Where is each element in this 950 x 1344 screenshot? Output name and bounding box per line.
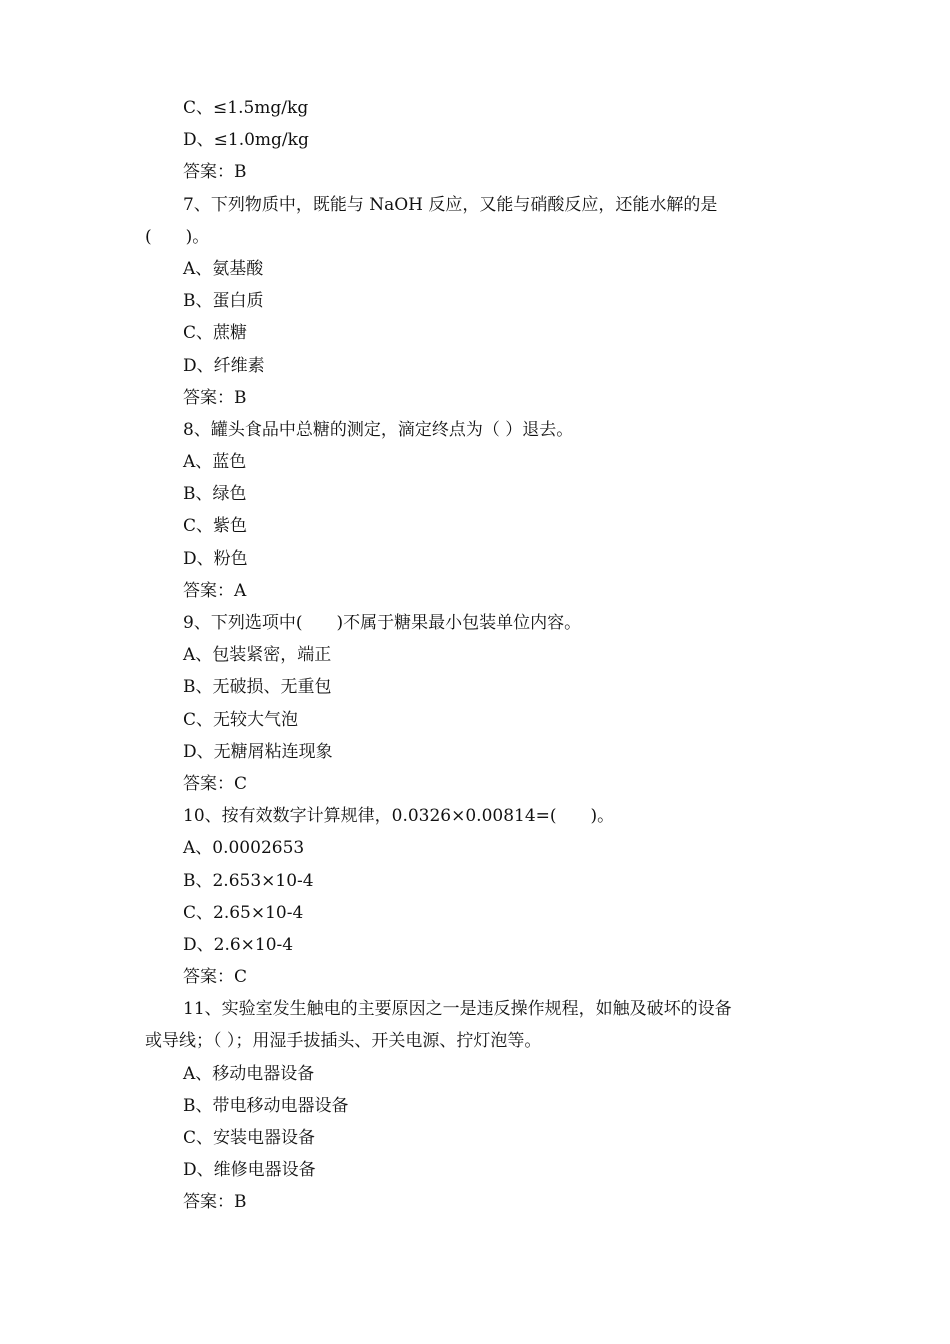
- option-c: C、蔗糖: [183, 323, 248, 344]
- question-7-text: 7、下列物质中，既能与 NaOH 反应，又能与硝酸反应，还能水解的是: [183, 194, 718, 215]
- question-11-text-continued: 或导线；（ ）；用湿手拔插头、开关电源、拧灯泡等。: [145, 1031, 542, 1052]
- option-c: C、安装电器设备: [183, 1128, 316, 1148]
- question-9-text: 9、下列选项中( )不属于糖果最小包装单位内容。: [183, 613, 582, 633]
- option-a: A、蓝色: [183, 452, 247, 473]
- option-b: B、带电移动电器设备: [183, 1095, 349, 1116]
- answer: 答案：B: [183, 162, 247, 183]
- option-b: B、蛋白质: [183, 291, 264, 312]
- option-c: C、2.65×10-4: [183, 902, 304, 923]
- option-d: D、维修电器设备: [183, 1160, 316, 1181]
- option-a: A、移动电器设备: [183, 1063, 315, 1084]
- option-a: A、0.0002653: [183, 838, 305, 859]
- option-a: A、包装紧密，端正: [183, 645, 332, 666]
- option-b: B、绿色: [183, 484, 247, 505]
- option-c: C、无较大气泡: [183, 709, 299, 730]
- option-d: D、2.6×10-4: [183, 934, 294, 955]
- answer: 答案：B: [183, 1192, 247, 1213]
- question-10-text: 10、按有效数字计算规律，0.0326×0.00814=( )。: [183, 806, 615, 827]
- option-c: C、紫色: [183, 516, 248, 537]
- option-b: B、2.653×10-4: [183, 870, 314, 891]
- option-d: D、粉色: [183, 548, 248, 569]
- answer: 答案：B: [183, 387, 247, 408]
- question-7-text-continued: ( )。: [145, 226, 210, 247]
- answer: 答案：C: [183, 967, 248, 988]
- option-b: B、无破损、无重包: [183, 677, 332, 698]
- option-d: D、纤维素: [183, 355, 265, 376]
- option-a: A、氨基酸: [183, 258, 264, 279]
- answer: 答案：A: [183, 580, 247, 601]
- option-d: D、≤1.0mg/kg: [183, 130, 309, 151]
- option-c: C、≤1.5mg/kg: [183, 98, 309, 118]
- document-body: [145, 92, 810, 1219]
- answer: 答案：C: [183, 773, 248, 794]
- option-d: D、无糖屑粘连现象: [183, 741, 333, 762]
- question-11-text: 11、实验室发生触电的主要原因之一是违反操作规程，如触及破坏的设备: [183, 999, 732, 1020]
- question-8-text: 8、罐头食品中总糖的测定，滴定终点为（ ）退去。: [183, 419, 574, 440]
